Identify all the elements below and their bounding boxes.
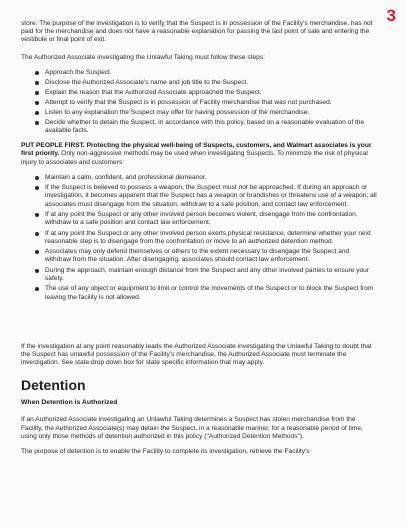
safety-rules-list	[21, 174, 377, 302]
investigation-termination-paragraph: If the investigation at any point reasonably leads the Authorized Associate investigating the Unlawful Taking to doubt that the Suspect has unlawful possession of the Facility's merchandise, the Authorized Associate must terminate the investigation. See state drop down box for state specific information that may apply.	[21, 342, 372, 367]
people-first-bold-text: PUT PEOPLE FIRST. Protecting the physical well-being of Suspects, customers, and Walmart associates is your first priority.	[21, 142, 372, 158]
bullet-icon	[35, 121, 39, 125]
list-item-text: Approach the Suspect.	[45, 68, 112, 76]
list-item	[35, 89, 377, 97]
bullet-icon	[35, 250, 39, 254]
bullet-icon	[35, 186, 39, 190]
list-item-text: Maintain a calm, confident, and professional demeanor.	[45, 173, 207, 181]
people-first-text: Only non-aggressive methods may be used when investigating Suspects. To minimize the risk of physical injury to associates and customers:	[21, 150, 368, 166]
list-item	[35, 248, 377, 264]
detention-subheading: When Detention is Authorized	[21, 399, 118, 407]
page-number: 3	[386, 6, 396, 25]
bullet-icon	[35, 287, 39, 291]
list-item-text: Attempt to verify that the Suspect is in possession of Facility merchandise that was not purchased.	[45, 98, 332, 106]
bullet-icon	[35, 269, 39, 273]
list-item	[35, 184, 377, 209]
list-item	[35, 119, 377, 135]
intro-paragraph: store. The purpose of the investigation is to verify that the Suspect is in possession of the Facility's merchandise, has not paid for the merchandise and does not have a reasonable explanation for passing the last point of sale and entering the vestibule or final point of exit.	[21, 20, 373, 44]
list-item	[35, 109, 377, 117]
detention-paragraph: If an Authorized Associate investigating an Unlawful Taking determines a Suspect has stolen merchandise from the Facility, the Authorized Associate(s) may detain the Suspect, in a reasonable manner, for a reasonable period of time, using only those methods of detention authorized in this policy ("Authorized Detention Methods").	[21, 416, 363, 440]
purpose-paragraph: The purpose of detention is to enable the Facility to complete its investigation, retrieve the Facility's	[21, 448, 310, 456]
list-item	[35, 69, 377, 77]
list-item-text: Explain the reason that the Authorized Associate approached the Suspect.	[45, 88, 262, 96]
bullet-icon	[35, 176, 39, 180]
list-item-text: During the approach, maintain enough distance from the Suspect and any other involved parties to ensure your safety.	[45, 266, 370, 282]
list-item	[35, 174, 377, 182]
list-item	[35, 211, 377, 227]
bullet-icon	[35, 71, 39, 75]
list-item-text: Disclose the Authorized Associate's name and job title to the Suspect.	[45, 78, 249, 86]
list-item-text: If at any point the Suspect or any other involved person becomes violent, disengage from the confrontation, withdraw to a safe position and contact law enforcement.	[45, 211, 358, 227]
steps-intro-paragraph: The Authorized Associate investigating the Unlawful Taking must follow these steps:	[21, 53, 265, 61]
list-item-text: Decide whether to detain the Suspect, in accordance with this policy, based on a reasonable evaluation of the available facts.	[45, 118, 365, 135]
list-item-text: Listen to any explanation the Suspect may offer for having possession of the merchandise.	[45, 108, 310, 116]
bullet-icon	[35, 232, 39, 236]
list-item-text: The use of any object or equipment to limit or control the movements of the Suspect or to block the Suspect from leaving the facility is not allowed.	[45, 285, 374, 301]
list-item	[35, 99, 377, 107]
list-item	[35, 285, 377, 301]
list-item	[35, 79, 377, 87]
list-item-text: Associates may only defend themselves or others to the extent necessary to disengage the Suspect and withdraw from the situation. After disengaging, associates should contact law enforcement.	[45, 248, 350, 264]
bullet-icon	[35, 213, 39, 217]
list-item	[35, 230, 377, 246]
detention-heading: Detention	[21, 377, 86, 394]
list-item	[35, 267, 377, 283]
list-item-text: If the Suspect is believed to possess a weapon, the Suspect must not be approached. If during an approach or investigation, it becomes apparent that the Suspect has a weapon or brandishes or threatens use of a weapon; all associates must disengage from the situation, withdraw to a safe position, and contact law enforcement.	[45, 184, 377, 208]
bullet-icon	[35, 101, 39, 105]
investigation-steps-list	[21, 69, 377, 135]
people-first-paragraph	[21, 142, 377, 167]
list-item-text: If at any point the Suspect or any other involved person exerts physical resistance, determine whether your next reasonable step is to disengage from the confrontation or move to an authorized detention method.	[45, 229, 371, 245]
bullet-icon	[35, 111, 39, 115]
bullet-icon	[35, 81, 39, 85]
bullet-icon	[35, 91, 39, 95]
